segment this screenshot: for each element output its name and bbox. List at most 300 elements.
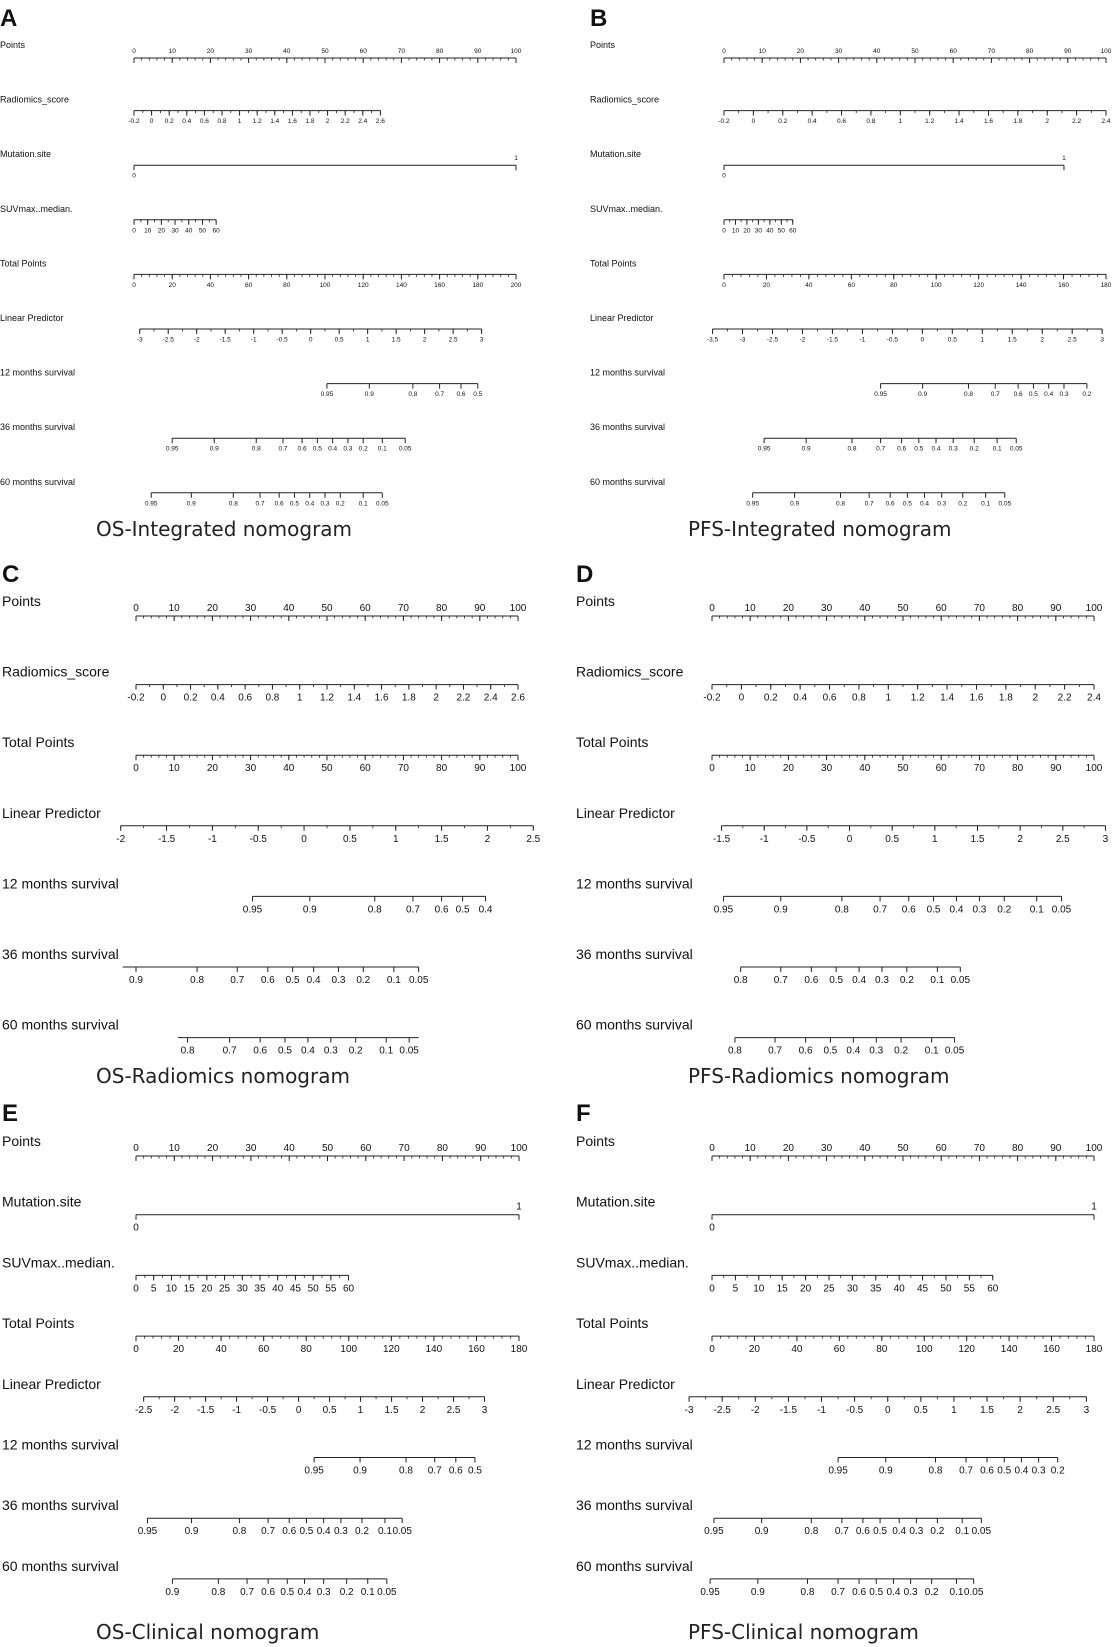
tick-label: 0.3 bbox=[316, 1586, 331, 1598]
axis-12-months-survival bbox=[590, 368, 1092, 399]
tick-label: 30 bbox=[754, 227, 762, 235]
axis-name: Radiomics_score bbox=[2, 663, 110, 680]
tick-label: 50 bbox=[321, 1143, 334, 1154]
tick-label: 90 bbox=[475, 1143, 487, 1154]
tick-label: 0.5 bbox=[280, 1586, 295, 1598]
axis-name: 12 months survival bbox=[0, 367, 76, 378]
tick-label: 0 bbox=[133, 1222, 139, 1234]
axis-name: Total Points bbox=[2, 1315, 75, 1332]
axis-name: 60 months survival bbox=[0, 476, 76, 487]
tick-label: 2 bbox=[325, 118, 330, 126]
tick-label: 140 bbox=[1015, 281, 1027, 289]
tick-label: 80 bbox=[436, 763, 448, 775]
tick-label: 2 bbox=[419, 1404, 426, 1416]
tick-label: 55 bbox=[325, 1283, 337, 1295]
axis-name: Points bbox=[2, 593, 41, 609]
tick-label: 0.5 bbox=[997, 1465, 1012, 1477]
tick-label: 0.5 bbox=[914, 445, 924, 453]
tick-label: 0 bbox=[846, 833, 853, 845]
tick-label: 10 bbox=[744, 763, 756, 775]
tick-label: 2.5 bbox=[446, 1404, 461, 1416]
axis-name: Mutation.site bbox=[590, 149, 642, 160]
tick-label: -1.5 bbox=[157, 833, 176, 845]
tick-label: 0.4 bbox=[1044, 391, 1054, 399]
tick-label: 0.3 bbox=[875, 975, 889, 986]
tick-label: 0.6 bbox=[434, 904, 449, 916]
tick-label: 2.5 bbox=[526, 833, 541, 845]
tick-label: 0.4 bbox=[886, 1586, 901, 1598]
tick-label: 0.95 bbox=[713, 904, 734, 916]
tick-label: 30 bbox=[245, 763, 257, 775]
tick-label: 1 bbox=[898, 118, 903, 126]
tick-label: 50 bbox=[321, 603, 333, 614]
axis-name: Total Points bbox=[590, 258, 637, 269]
axis-12-months-survival bbox=[0, 368, 483, 399]
tick-label: 1.8 bbox=[1013, 118, 1023, 126]
tick-label: 0.1 bbox=[1029, 904, 1044, 916]
tick-label: -2 bbox=[193, 336, 200, 344]
tick-label: 0.9 bbox=[790, 500, 800, 508]
tick-label: 1 bbox=[365, 336, 370, 344]
tick-label: 50 bbox=[940, 1283, 952, 1295]
tick-label: -0.2 bbox=[703, 692, 721, 704]
tick-label: 30 bbox=[236, 1283, 248, 1295]
panel-f bbox=[576, 1100, 1103, 1644]
tick-label: 50 bbox=[897, 1143, 909, 1154]
tick-label: 0.8 bbox=[866, 118, 876, 126]
tick-label: 50 bbox=[321, 48, 329, 55]
tick-label: -1.5 bbox=[197, 1404, 215, 1416]
axis-mutation-site bbox=[590, 149, 1066, 180]
tick-label: 180 bbox=[1085, 1344, 1103, 1356]
axis-points bbox=[576, 1133, 1103, 1161]
tick-label: -0.2 bbox=[127, 692, 145, 704]
tick-label: 0.4 bbox=[931, 445, 941, 453]
tick-label: 0 bbox=[132, 172, 136, 180]
tick-label: 0.8 bbox=[228, 500, 238, 508]
tick-label: 40 bbox=[791, 1344, 803, 1356]
tick-label: 0.7 bbox=[864, 500, 874, 508]
tick-label: 1.2 bbox=[925, 118, 935, 126]
tick-label: 5 bbox=[732, 1283, 739, 1295]
tick-label: 0.2 bbox=[358, 445, 368, 453]
tick-label: 2 bbox=[1017, 1404, 1023, 1416]
axis-36-months-survival bbox=[2, 1497, 412, 1537]
tick-label: 0.05 bbox=[375, 500, 389, 508]
axis-name: 36 months survival bbox=[2, 946, 119, 962]
tick-label: 1 bbox=[392, 833, 399, 845]
tick-label: 1 bbox=[357, 1404, 364, 1416]
tick-label: 30 bbox=[834, 48, 843, 55]
tick-label: 0.3 bbox=[869, 1045, 884, 1057]
tick-label: 0.9 bbox=[184, 1526, 199, 1538]
tick-label: 0.5 bbox=[869, 1586, 884, 1598]
tick-label: 5 bbox=[150, 1283, 157, 1295]
tick-label: 3 bbox=[1102, 833, 1109, 845]
axis-linear-predictor bbox=[2, 1376, 488, 1416]
tick-label: 30 bbox=[846, 1283, 858, 1295]
axis-total-points bbox=[0, 258, 522, 289]
tick-label: 0.95 bbox=[304, 1465, 324, 1477]
tick-label: 0 bbox=[133, 1344, 139, 1356]
axis-points bbox=[576, 593, 1103, 621]
tick-label: 15 bbox=[776, 1283, 788, 1295]
tick-label: 0.8 bbox=[963, 391, 974, 399]
axis-36-months-survival bbox=[576, 946, 970, 986]
axis-radiomics-score bbox=[590, 95, 1111, 126]
tick-label: 25 bbox=[219, 1283, 231, 1295]
tick-label: 0.05 bbox=[399, 1045, 419, 1057]
tick-label: 0.6 bbox=[837, 118, 847, 126]
axis-name: SUVmax..median. bbox=[2, 1254, 115, 1271]
tick-label: 0 bbox=[709, 763, 715, 775]
tick-label: 0.9 bbox=[302, 904, 317, 916]
tick-label: -3.5 bbox=[706, 336, 719, 344]
tick-label: 15 bbox=[183, 1283, 195, 1295]
tick-label: 2 bbox=[1032, 692, 1039, 704]
tick-label: 0.9 bbox=[209, 445, 219, 453]
axis-name: Total Points bbox=[0, 258, 47, 269]
tick-label: 35 bbox=[254, 1283, 266, 1295]
axis-suvmax-median bbox=[590, 204, 797, 235]
axis-radiomics-score bbox=[2, 664, 525, 704]
tick-label: 0.6 bbox=[448, 1465, 463, 1477]
tick-label: 160 bbox=[468, 1344, 485, 1356]
tick-label: 0.05 bbox=[398, 445, 412, 453]
tick-label: 40 bbox=[215, 1344, 227, 1356]
tick-label: 0 bbox=[301, 833, 307, 845]
tick-label: 70 bbox=[987, 48, 996, 55]
tick-label: 0.2 bbox=[899, 975, 914, 986]
axis-name: SUVmax..median. bbox=[590, 203, 663, 214]
tick-label: 30 bbox=[245, 603, 257, 614]
tick-label: -1.5 bbox=[779, 1404, 798, 1416]
tick-label: 20 bbox=[172, 1344, 185, 1356]
tick-label: 0.6 bbox=[798, 1045, 813, 1057]
tick-label: -2 bbox=[750, 1404, 760, 1416]
tick-label: 1.2 bbox=[320, 692, 334, 704]
tick-label: 0.1 bbox=[386, 975, 401, 986]
tick-label: 3 bbox=[479, 336, 484, 344]
axis-name: Points bbox=[590, 40, 616, 50]
tick-label: 60 bbox=[359, 763, 371, 775]
tick-label: 30 bbox=[244, 48, 253, 55]
panel-title: PFS-Radiomics nomogram bbox=[688, 1064, 950, 1088]
tick-label: 10 bbox=[753, 1283, 765, 1295]
panel-title: OS-Radiomics nomogram bbox=[96, 1064, 350, 1088]
tick-label: -1 bbox=[759, 833, 769, 845]
tick-label: 0.5 bbox=[823, 1045, 838, 1057]
axis-name: 60 months survival bbox=[2, 1557, 119, 1574]
tick-label: 0.2 bbox=[778, 118, 788, 126]
tick-label: 45 bbox=[917, 1283, 929, 1295]
axis-mutation-site bbox=[2, 1194, 522, 1234]
tick-label: 40 bbox=[272, 1283, 284, 1295]
tick-label: 0.5 bbox=[468, 1465, 482, 1477]
axis-name: 36 months survival bbox=[590, 422, 666, 433]
tick-label: 70 bbox=[397, 48, 406, 55]
tick-label: 0.2 bbox=[164, 118, 174, 126]
tick-label: 0.4 bbox=[478, 904, 493, 916]
tick-label: -2 bbox=[116, 833, 126, 845]
tick-label: 0.05 bbox=[944, 1045, 965, 1057]
tick-label: -0.5 bbox=[258, 1404, 277, 1416]
axis-36-months-survival bbox=[2, 946, 429, 986]
tick-label: 100 bbox=[509, 603, 527, 614]
tick-label: 0 bbox=[722, 227, 726, 235]
tick-label: 0 bbox=[132, 227, 136, 235]
tick-label: 0.8 bbox=[804, 1526, 819, 1538]
axis-name: Linear Predictor bbox=[576, 804, 675, 821]
tick-label: 0.1 bbox=[358, 500, 368, 508]
tick-label: 50 bbox=[897, 603, 909, 614]
tick-label: 0.5 bbox=[334, 336, 344, 344]
tick-label: 90 bbox=[1050, 1143, 1062, 1154]
tick-label: 0.2 bbox=[997, 904, 1012, 916]
tick-label: 80 bbox=[436, 603, 448, 614]
tick-label: 60 bbox=[935, 763, 947, 775]
tick-label: 0.4 bbox=[949, 904, 964, 916]
axis-name: 60 months survival bbox=[576, 1016, 693, 1033]
tick-label: 160 bbox=[1058, 281, 1069, 289]
tick-label: 0 bbox=[133, 1283, 139, 1295]
tick-label: 0.6 bbox=[980, 1465, 994, 1477]
tick-label: 0.7 bbox=[222, 1045, 237, 1057]
tick-label: 0.7 bbox=[278, 445, 288, 453]
tick-label: 0.5 bbox=[455, 904, 470, 916]
tick-label: 0.7 bbox=[261, 1526, 276, 1538]
tick-label: 0.8 bbox=[847, 445, 857, 453]
tick-label: 2.6 bbox=[375, 118, 385, 126]
tick-label: 20 bbox=[796, 48, 805, 55]
tick-label: 0.8 bbox=[408, 391, 418, 399]
tick-label: 25 bbox=[823, 1283, 835, 1295]
tick-label: 0.95 bbox=[828, 1465, 848, 1477]
panel-title: OS-Clinical nomogram bbox=[96, 1620, 320, 1644]
tick-label: 2.5 bbox=[1046, 1404, 1061, 1416]
tick-label: 0.6 bbox=[456, 391, 466, 399]
tick-label: 0.5 bbox=[926, 904, 941, 916]
tick-label: 20 bbox=[168, 281, 176, 289]
tick-label: 0.4 bbox=[297, 1586, 312, 1598]
tick-label: 70 bbox=[973, 603, 985, 614]
tick-label: 0.2 bbox=[183, 692, 198, 704]
tick-label: 60 bbox=[987, 1283, 999, 1295]
tick-label: 0.3 bbox=[948, 445, 958, 453]
tick-label: 0.3 bbox=[343, 445, 353, 453]
tick-label: 100 bbox=[1085, 763, 1103, 775]
tick-label: 0.2 bbox=[894, 1045, 909, 1057]
tick-label: -3 bbox=[136, 336, 143, 344]
tick-label: 0.7 bbox=[255, 500, 265, 508]
tick-label: 0.6 bbox=[885, 500, 895, 508]
axis-total-points bbox=[2, 734, 527, 774]
tick-label: 60 bbox=[789, 227, 797, 235]
tick-label: 0.4 bbox=[316, 1526, 331, 1538]
panel-title: OS-Integrated nomogram bbox=[96, 517, 353, 541]
tick-label: 3 bbox=[1083, 1404, 1090, 1416]
tick-label: 0.3 bbox=[320, 500, 330, 508]
tick-label: 180 bbox=[1100, 281, 1112, 289]
axis-name: Points bbox=[576, 1133, 615, 1149]
tick-label: 0.2 bbox=[1050, 1465, 1065, 1477]
tick-label: 0.5 bbox=[473, 391, 483, 399]
tick-label: 0 bbox=[722, 281, 726, 289]
tick-label: 80 bbox=[300, 1344, 312, 1356]
tick-label: 80 bbox=[436, 1143, 448, 1154]
tick-label: 0.8 bbox=[211, 1586, 226, 1598]
axis-mutation-site bbox=[576, 1194, 1097, 1234]
tick-label: 0.8 bbox=[265, 692, 280, 704]
tick-label: 40 bbox=[283, 1143, 295, 1154]
tick-label: 1.6 bbox=[969, 692, 984, 704]
tick-label: 160 bbox=[434, 281, 446, 289]
tick-label: 2 bbox=[484, 833, 491, 845]
tick-label: 0.2 bbox=[339, 1586, 354, 1598]
tick-label: 100 bbox=[319, 281, 331, 289]
axis-points bbox=[0, 40, 522, 63]
tick-label: 60 bbox=[343, 1283, 355, 1295]
tick-label: 0.4 bbox=[807, 118, 817, 126]
tick-label: 1.4 bbox=[940, 692, 955, 704]
tick-label: 0.5 bbox=[278, 1045, 292, 1057]
tick-label: 0.5 bbox=[342, 833, 357, 845]
tick-label: -2.5 bbox=[162, 336, 174, 344]
tick-label: 0 bbox=[722, 48, 726, 55]
tick-label: 0.8 bbox=[251, 445, 261, 453]
tick-label: -0.5 bbox=[845, 1404, 864, 1416]
tick-label: 0.95 bbox=[746, 500, 759, 508]
tick-label: 2.5 bbox=[1055, 833, 1070, 845]
tick-label: 0.9 bbox=[186, 500, 196, 508]
axis-12-months-survival bbox=[2, 1437, 482, 1477]
tick-label: 0.3 bbox=[903, 1586, 918, 1598]
panel-label: C bbox=[2, 561, 20, 588]
tick-label: 0.6 bbox=[822, 692, 837, 704]
tick-label: 10 bbox=[744, 1143, 756, 1154]
axis-name: 12 months survival bbox=[2, 875, 119, 892]
tick-label: 0 bbox=[738, 692, 745, 704]
tick-label: 20 bbox=[782, 763, 794, 775]
tick-label: 0.95 bbox=[137, 1526, 158, 1538]
tick-label: 40 bbox=[283, 763, 295, 775]
tick-label: 0.5 bbox=[1028, 391, 1038, 399]
tick-label: 1 bbox=[951, 1404, 957, 1416]
tick-label: 1 bbox=[1091, 1201, 1097, 1213]
tick-label: 0.5 bbox=[285, 975, 300, 986]
tick-label: 0.8 bbox=[835, 500, 846, 508]
tick-label: 0.5 bbox=[299, 1526, 314, 1538]
axis-name: Linear Predictor bbox=[0, 313, 64, 323]
tick-label: 2.2 bbox=[1057, 692, 1072, 704]
tick-label: 0.7 bbox=[831, 1586, 846, 1598]
tick-label: 0 bbox=[722, 172, 726, 180]
tick-label: 1.8 bbox=[401, 692, 416, 704]
tick-label: 0.7 bbox=[427, 1465, 442, 1477]
tick-label: 0.2 bbox=[1082, 391, 1092, 399]
tick-label: 40 bbox=[283, 603, 295, 614]
tick-label: 160 bbox=[1043, 1344, 1060, 1356]
tick-label: 20 bbox=[762, 281, 771, 289]
tick-label: 0.4 bbox=[300, 1045, 315, 1057]
tick-label: 0.4 bbox=[852, 975, 867, 986]
axis-name: Total Points bbox=[576, 1315, 649, 1332]
tick-label: 20 bbox=[782, 1143, 794, 1154]
tick-label: 3 bbox=[1100, 336, 1104, 344]
axis-name: 60 months survival bbox=[576, 1557, 693, 1574]
tick-label: 2.2 bbox=[456, 692, 471, 704]
tick-label: 0.9 bbox=[878, 1465, 893, 1477]
tick-label: 100 bbox=[340, 1344, 358, 1356]
axis-name: Radiomics_score bbox=[576, 663, 684, 680]
tick-label: 1.5 bbox=[970, 833, 985, 845]
axis-12-months-survival bbox=[2, 875, 493, 915]
tick-label: 0.8 bbox=[733, 975, 748, 986]
tick-label: 2 bbox=[422, 336, 427, 344]
tick-label: 40 bbox=[893, 1283, 905, 1295]
axis-suvmax-median bbox=[2, 1254, 355, 1294]
tick-label: 50 bbox=[911, 48, 919, 55]
tick-label: -0.2 bbox=[128, 118, 140, 126]
tick-label: 0.6 bbox=[897, 445, 907, 453]
tick-label: -1 bbox=[207, 833, 217, 845]
axis-name: Total Points bbox=[2, 734, 75, 751]
tick-label: 0 bbox=[751, 118, 756, 126]
tick-label: 0.5 bbox=[312, 445, 322, 453]
axis-name: Radiomics_score bbox=[590, 94, 660, 105]
tick-label: 200 bbox=[510, 281, 522, 289]
tick-label: 0.5 bbox=[289, 500, 299, 508]
tick-label: 0.3 bbox=[1031, 1465, 1046, 1477]
tick-label: 0.4 bbox=[328, 445, 338, 453]
tick-label: 0.8 bbox=[232, 1526, 247, 1538]
tick-label: 0.1 bbox=[360, 1586, 375, 1598]
tick-label: 60 bbox=[258, 1344, 270, 1356]
tick-label: 0.05 bbox=[998, 500, 1012, 508]
tick-label: 10 bbox=[168, 1143, 180, 1154]
tick-label: 30 bbox=[821, 1143, 833, 1154]
tick-label: 1.6 bbox=[287, 118, 297, 126]
axis-points bbox=[590, 40, 1112, 63]
tick-label: 0.05 bbox=[963, 1586, 984, 1598]
tick-label: 0.6 bbox=[282, 1526, 297, 1538]
tick-label: 90 bbox=[1050, 603, 1062, 614]
axis-name: 60 months survival bbox=[2, 1016, 119, 1033]
axis-name: 12 months survival bbox=[576, 875, 693, 892]
tick-label: 0 bbox=[133, 763, 139, 775]
tick-label: 120 bbox=[357, 281, 369, 289]
axis-name: 12 months survival bbox=[2, 1436, 119, 1453]
tick-label: 0.7 bbox=[990, 391, 1000, 399]
tick-label: 0 bbox=[132, 48, 136, 55]
tick-label: 0.95 bbox=[320, 391, 334, 399]
tick-label: -2 bbox=[170, 1404, 180, 1416]
tick-label: 0 bbox=[709, 1143, 715, 1154]
tick-label: 120 bbox=[382, 1344, 400, 1356]
tick-label: 2.2 bbox=[340, 118, 350, 126]
tick-label: 1 bbox=[932, 833, 938, 845]
panel-label: B bbox=[590, 5, 608, 32]
tick-label: 20 bbox=[206, 763, 218, 775]
tick-label: 0.5 bbox=[829, 975, 844, 986]
tick-label: 0 bbox=[709, 1344, 715, 1356]
tick-label: 0.2 bbox=[763, 692, 778, 704]
tick-label: 0.3 bbox=[333, 1526, 348, 1538]
tick-label: 0 bbox=[149, 118, 154, 126]
tick-label: -2.5 bbox=[713, 1404, 731, 1416]
axis-name: 36 months survival bbox=[2, 1497, 119, 1514]
axis-name: Total Points bbox=[576, 734, 649, 751]
